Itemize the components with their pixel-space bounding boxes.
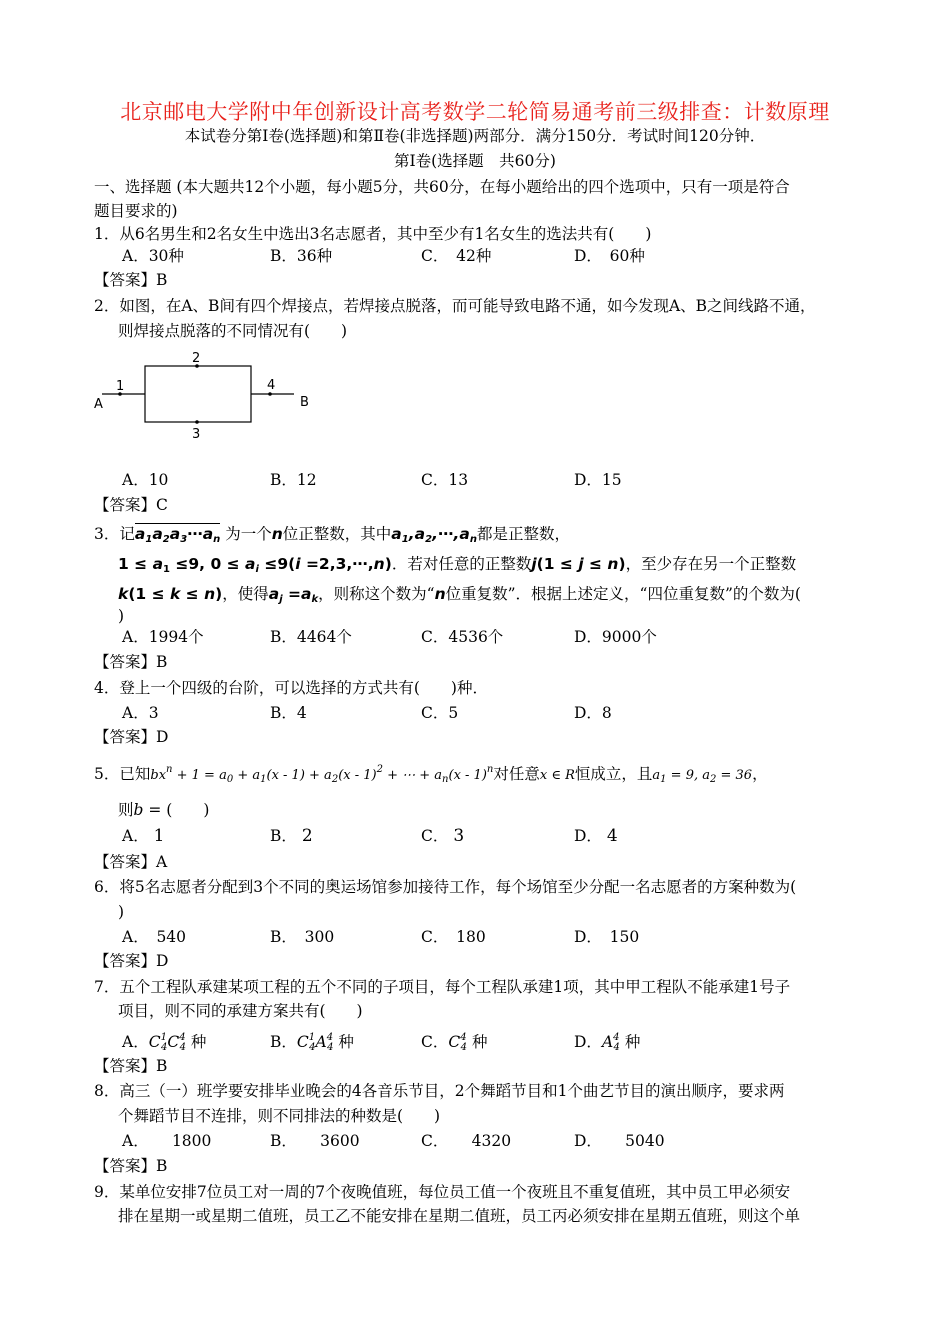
question-8-text-2: 个舞蹈节目不连排，则不同排法的种数是( ) (118, 1107, 441, 1125)
question-6-text-2: ) (118, 903, 125, 921)
q2-option-b: B．12 (270, 471, 317, 489)
question-8-text-1: 8．高三（一）班学要安排毕业晚会的4各音乐节目，2个舞蹈节目和1个曲艺节目的演出顺序，要求两 (94, 1082, 785, 1100)
question-3-text-3: k(1 ≤ k ≤ n)，使得$a_j =a_k$，则称这个数为“n位重复数”．根据上述定义，“四位重复数”的个数为( (118, 585, 801, 605)
q6-option-d: D． 150 (574, 928, 640, 946)
label-b: B (300, 395, 309, 410)
q1-option-d: D． 60种 (574, 247, 645, 265)
q1-answer: 【答案】B (94, 271, 168, 289)
question-3-text-2: $1 \le a_1 \le 9$, $0 \le a_i \le 9(i$ =2,3,⋯,n)．若对任意的正整数j(1 ≤ j ≤ n)，至少存在另一个正整数 (118, 555, 797, 575)
q7-answer: 【答案】B (94, 1057, 168, 1075)
q3-option-d: D．9000个 (574, 628, 657, 646)
label-2: 2 (192, 351, 201, 366)
circuit-diagram (92, 346, 322, 444)
q1-option-b: B．36种 (270, 247, 333, 265)
q2-option-a: A．10 (122, 471, 169, 489)
exam-intro: 本试卷分第Ⅰ卷(选择题)和第Ⅱ卷(非选择题)两部分．满分150分．考试时间120分钟． (184, 127, 766, 145)
q2-option-c: C．13 (421, 471, 469, 489)
q4-answer: 【答案】D (94, 728, 169, 746)
question-1-text: 1．从6名男生和2名女生中选出3名志愿者，其中至少有1名女生的选法共有( ) (94, 225, 652, 243)
label-1: 1 (116, 379, 125, 394)
question-3-text-1: 3．记$a_1a_2a_3\cdots a_n$ 为一个n位正整数，其中$a_1,a_2,\cdots,a_n$都是正整数， (94, 525, 570, 545)
q4-option-b: B．4 (270, 704, 307, 722)
q5-answer: 【答案】A (94, 853, 168, 871)
q8-option-a: A． 1800 (122, 1132, 212, 1150)
section-instructions-2: 题目要求的) (94, 202, 178, 220)
q4-option-a: A．3 (122, 704, 159, 722)
q5-option-a: A． 1 (122, 826, 165, 846)
question-2-text-2: 则焊接点脱落的不同情况有( ) (118, 322, 348, 340)
label-3: 3 (192, 427, 201, 442)
q7-option-c: C．$C^4_4$ 种 (421, 1032, 488, 1053)
question-3-text-4: ) (118, 607, 125, 625)
page-title: 北京邮电大学附中年创新设计高考数学二轮简易通考前三级排查：计数原理 (120, 100, 830, 124)
question-7-text-2: 项目，则不同的承建方案共有( ) (118, 1002, 363, 1020)
q4-option-c: C．5 (421, 704, 459, 722)
q8-option-c: C． 4320 (421, 1132, 512, 1150)
q3-option-c: C．4536个 (421, 628, 504, 646)
q6-option-b: B． 300 (270, 928, 335, 946)
q1-option-a: A．30种 (122, 247, 184, 265)
q3-answer: 【答案】B (94, 653, 168, 671)
question-7-text-1: 7．五个工程队承建某项工程的五个不同的子项目，每个工程队承建1项，其中甲工程队不能承建1号子 (94, 978, 791, 996)
q3-option-a: A．1994个 (122, 628, 204, 646)
label-a: A (94, 397, 103, 412)
question-2-text-1: 2．如图，在A、B间有四个焊接点，若焊接点脱落，而可能导致电路不通，如今发现A、B之间线路不通， (94, 297, 816, 315)
q2-option-d: D．15 (574, 471, 622, 489)
question-4-text: 4．登上一个四级的台阶，可以选择的方式共有( )种． (94, 679, 488, 697)
q4-option-d: D．8 (574, 704, 612, 722)
part1-heading: 第Ⅰ卷(选择题 共60分) (394, 152, 556, 170)
q5-option-d: D． 4 (574, 826, 618, 846)
question-9-text-2: 排在星期一或星期二值班，员工乙不能安排在星期二值班，员工丙必须安排在星期五值班，则这个单 (118, 1207, 801, 1225)
q6-answer: 【答案】D (94, 952, 169, 970)
q8-option-d: D． 5040 (574, 1132, 665, 1150)
label-4: 4 (267, 378, 276, 393)
q3-option-b: B．4464个 (270, 628, 352, 646)
question-5-text-1: 5．已知$bx^n + 1 = a_0 + a_1(x - 1) + a_2(x - 1)^2$ + ⋯ + $a_n(x - 1)^n$对任意x ∈ R恒成立，且$a_1 = 9$, $a_2 = 36$， (94, 764, 768, 785)
q5-option-c: C． 3 (421, 826, 465, 846)
q2-answer: 【答案】C (94, 496, 168, 514)
q7-option-d: D．$A^4_4$ 种 (574, 1032, 641, 1053)
q7-option-a: A．$C^1_4C^4_4$ 种 (122, 1032, 207, 1053)
q7-option-b: B．$C^1_4A^4_4$ 种 (270, 1032, 354, 1053)
q8-option-b: B． 3600 (270, 1132, 360, 1150)
q6-option-c: C． 180 (421, 928, 486, 946)
q8-answer: 【答案】B (94, 1157, 168, 1175)
q6-option-a: A． 540 (122, 928, 187, 946)
q1-option-c: C． 42种 (421, 247, 492, 265)
section-instructions-1: 一、选择题 (本大题共12个小题，每小题5分，共60分，在每小题给出的四个选项中，只有一项是符合 (94, 178, 790, 196)
question-5-text-2: 则b = ( ) (118, 801, 210, 819)
question-6-text-1: 6．将5名志愿者分配到3个不同的奥运场馆参加接待工作，每个场馆至少分配一名志愿者的方案种数为( (94, 878, 797, 896)
question-9-text-1: 9．某单位安排7位员工对一周的7个夜晚值班，每位员工值一个夜班且不重复值班，其中员工甲必须安 (94, 1183, 791, 1201)
solder-point-3 (195, 420, 199, 424)
q5-option-b: B． 2 (270, 826, 313, 846)
